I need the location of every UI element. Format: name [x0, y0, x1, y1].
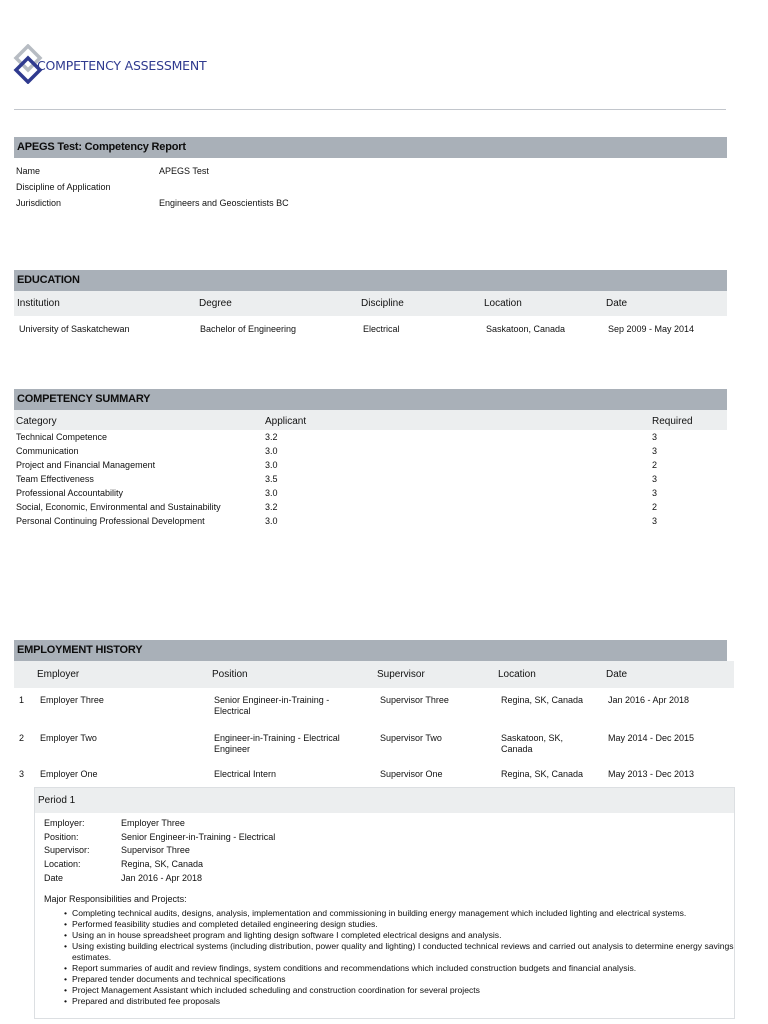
employment-employer: Employer One — [40, 769, 98, 779]
competency-required: 3 — [652, 432, 658, 442]
period-supervisor-value: Supervisor Three — [121, 845, 190, 855]
competency-applicant: 3.2 — [265, 502, 278, 512]
employment-col-employer: Employer — [37, 669, 80, 680]
period-location-label: Location: — [44, 859, 81, 869]
employment-employer: Employer Three — [40, 695, 104, 705]
employment-position: Senior Engineer-in-Training - Electrical — [214, 695, 330, 716]
period-detail-panel — [34, 787, 735, 1019]
competency-required: 3 — [652, 516, 658, 526]
employment-col-position: Position — [212, 669, 248, 680]
employment-position: Electrical Intern — [214, 769, 277, 779]
education-col-degree: Degree — [199, 298, 232, 309]
competency-applicant: 3.5 — [265, 474, 278, 484]
header-divider — [14, 109, 726, 110]
competency-required: 3 — [652, 446, 658, 456]
employment-location: Saskatoon, SK, Canada — [501, 733, 564, 754]
period-employer-value: Employer Three — [121, 818, 185, 828]
employment-number: 3 — [19, 769, 25, 779]
competency-applicant: 3.0 — [265, 488, 278, 498]
employment-col-supervisor: Supervisor — [377, 669, 425, 680]
education-col-date: Date — [606, 298, 628, 309]
jurisdiction-label: Jurisdiction — [16, 198, 62, 208]
jurisdiction-value: Engineers and Geoscientists BC — [159, 198, 289, 208]
education-degree: Bachelor of Engineering — [200, 324, 297, 334]
competency-header-row — [14, 410, 727, 430]
competency-category: Team Effectiveness — [16, 474, 94, 484]
report-title: APEGS Test: Competency Report — [14, 137, 727, 158]
discipline-label: Discipline of Application — [16, 182, 111, 192]
competency-required: 2 — [652, 460, 658, 470]
education-date: Sep 2009 - May 2014 — [608, 324, 695, 334]
education-institution: University of Saskatchewan — [19, 324, 130, 334]
education-col-institution: Institution — [17, 298, 60, 309]
list-item: • Using an in house spreadsheet program and lighting design software I completed electrical designs and analysis. — [64, 930, 502, 940]
responsibilities-label: Major Responsibilities and Projects: — [44, 894, 187, 904]
period-supervisor-label: Supervisor: — [44, 845, 90, 855]
competency-category: Project and Financial Management — [16, 460, 156, 470]
period-date-label: Date — [44, 873, 64, 883]
education-col-location: Location — [484, 298, 522, 309]
employment-col-location: Location — [498, 669, 536, 680]
list-item: • Prepared tender documents and technical specifications — [64, 974, 286, 984]
name-label: Name — [16, 166, 41, 176]
employment-col-date: Date — [606, 669, 628, 680]
competency-title: COMPETENCY SUMMARY — [14, 389, 727, 410]
competency-applicant: 3.2 — [265, 432, 278, 442]
list-item: • Performed feasibility studies and completed detailed engineering design studies. — [64, 919, 378, 929]
competency-col-category: Category — [16, 416, 57, 427]
period-date-value: Jan 2016 - Apr 2018 — [121, 873, 203, 883]
education-col-discipline: Discipline — [361, 298, 404, 309]
employment-date: May 2014 - Dec 2015 — [608, 733, 695, 743]
employment-title: EMPLOYMENT HISTORY — [14, 640, 727, 661]
education-title: EDUCATION — [14, 270, 727, 291]
employment-date: Jan 2016 - Apr 2018 — [608, 695, 690, 705]
competency-category: Professional Accountability — [16, 488, 124, 498]
period-location-value: Regina, SK, Canada — [121, 859, 204, 869]
employment-date: May 2013 - Dec 2013 — [608, 769, 695, 779]
employment-supervisor: Supervisor One — [380, 769, 443, 779]
responsibilities-list — [64, 908, 737, 1007]
list-item: • Prepared and distributed fee proposals — [64, 996, 221, 1006]
name-value: APEGS Test — [159, 166, 209, 176]
employment-header-row — [14, 661, 734, 688]
competency-col-applicant: Applicant — [265, 416, 307, 427]
competency-required: 3 — [652, 474, 658, 484]
period-title: Period 1 — [35, 788, 734, 813]
competency-required: 3 — [652, 488, 658, 498]
competency-category: Personal Continuing Professional Development — [16, 516, 205, 526]
period-employer-label: Employer: — [44, 818, 85, 828]
logo — [13, 44, 206, 84]
competency-required: 2 — [652, 502, 658, 512]
competency-applicant: 3.0 — [265, 460, 278, 470]
list-item: • Using existing building electrical systems (including distribution, power quality and lighting) I conducted technical reviews and carried out analysis to determine energy savings estimates. — [64, 941, 734, 962]
period-position-value: Senior Engineer-in-Training - Electrical — [121, 832, 276, 842]
employment-number: 1 — [19, 695, 25, 705]
competency-category: Social, Economic, Environmental and Sustainability — [16, 502, 221, 512]
competency-category: Communication — [16, 446, 79, 456]
employment-number: 2 — [19, 733, 25, 743]
education-location: Saskatoon, Canada — [486, 324, 566, 334]
competency-col-required: Required — [652, 416, 693, 427]
employment-location: Regina, SK, Canada — [501, 769, 584, 779]
employment-location: Regina, SK, Canada — [501, 695, 584, 705]
logo-text: COMPETENCY ASSESSMENT — [37, 57, 207, 73]
list-item: • Completing technical audits, designs, analysis, implementation and commissioning in building energy management which included lighting and electrical systems. — [64, 908, 687, 918]
employment-supervisor: Supervisor Two — [380, 733, 442, 743]
list-item: • Project Management Assistant which included scheduling and construction coordination for several projects — [64, 985, 480, 995]
employment-employer: Employer Two — [40, 733, 97, 743]
employment-supervisor: Supervisor Three — [380, 695, 449, 705]
competency-category: Technical Competence — [16, 432, 108, 442]
list-item: • Report summaries of audit and review findings, system conditions and recommendations which included construction budgets and financial analysis. — [64, 963, 637, 973]
period-position-label: Position: — [44, 832, 79, 842]
education-header-row — [14, 291, 727, 316]
employment-position: Engineer-in-Training - Electrical Engineer — [214, 733, 340, 754]
competency-applicant: 3.0 — [265, 446, 278, 456]
competency-applicant: 3.0 — [265, 516, 278, 526]
education-discipline: Electrical — [363, 324, 400, 334]
